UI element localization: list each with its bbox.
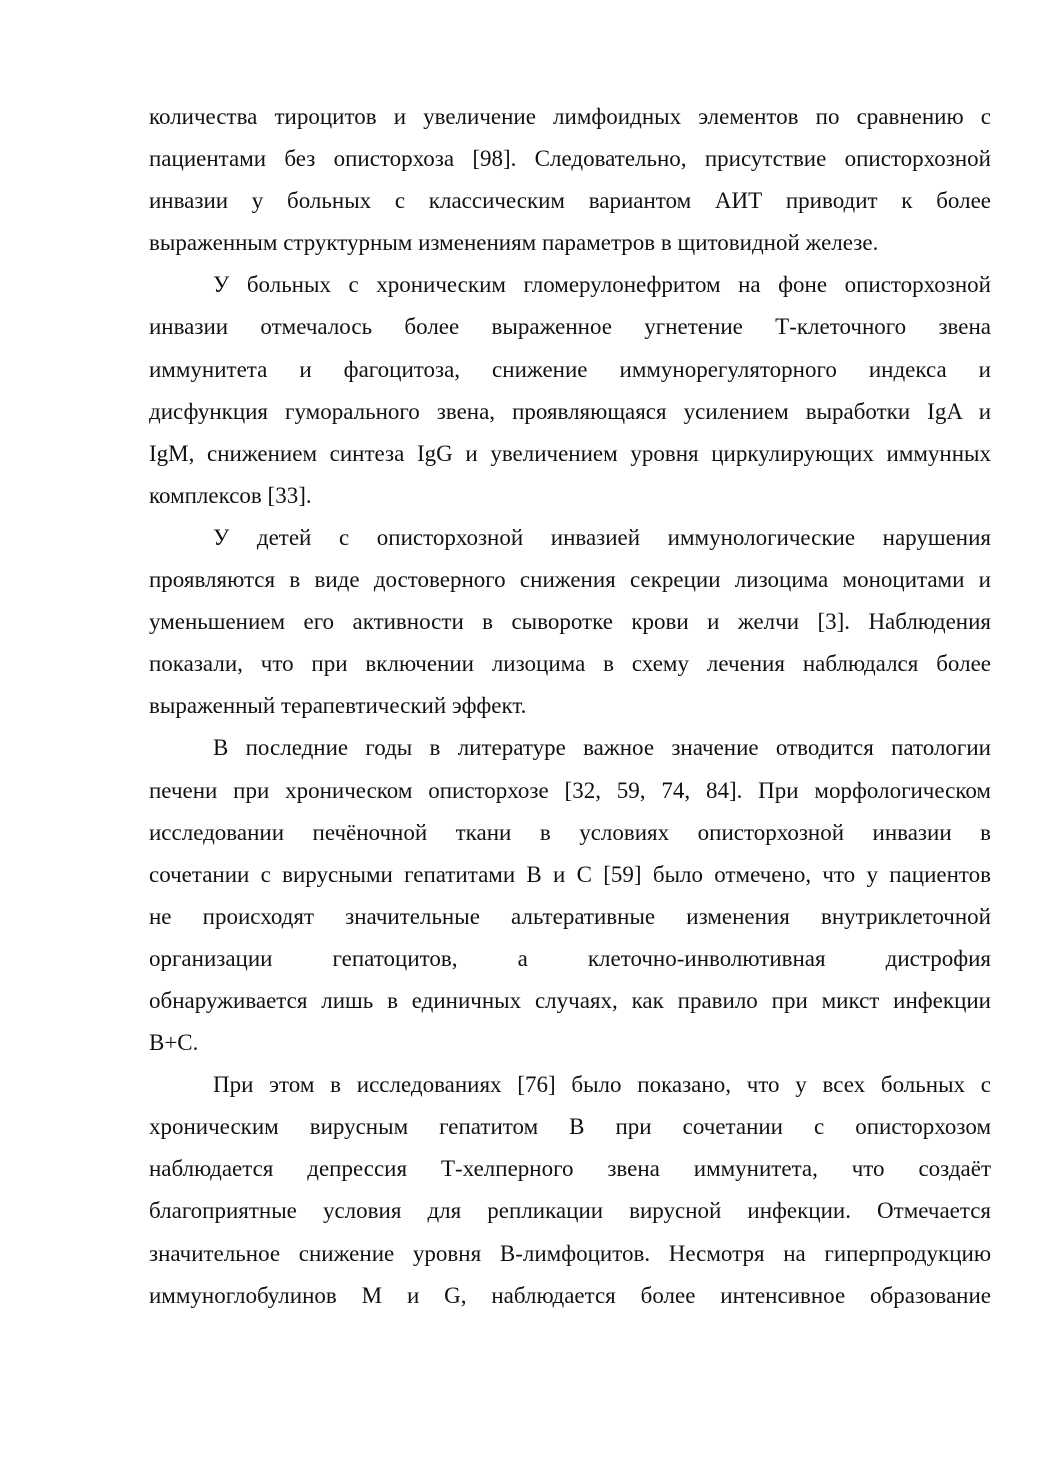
- text-line: иммунитета и фагоцитоза, снижение иммунорегуляторного индекса и: [149, 356, 991, 382]
- text-line: значительное снижение уровня B-лимфоцитов. Несмотря на гиперпродукцию: [149, 1240, 991, 1266]
- text-line: пациентами без описторхоза [98]. Следовательно, присутствие описторхозной: [149, 146, 991, 172]
- text-line: У больных с хроническим гломерулонефритом на фоне описторхозной: [213, 272, 991, 298]
- text-line: не происходят значительные альтеративные изменения внутриклеточной: [149, 903, 991, 929]
- document-page: [149, 96, 991, 1317]
- text-line: организации гепатоцитов, а клеточно-инволютивная дистрофия: [149, 945, 991, 971]
- text-line: инвазии у больных с классическим вариантом АИТ приводит к более: [149, 188, 991, 214]
- text-line: В последние годы в литературе важное значение отводится патологии: [213, 735, 991, 761]
- text-line: При этом в исследованиях [76] было показано, что у всех больных с: [213, 1072, 991, 1098]
- text-line: инвазии отмечалось более выраженное угнетение Т-клеточного звена: [149, 314, 991, 340]
- text-line: наблюдается депрессия Т-хелперного звена иммунитета, что создаёт: [149, 1156, 991, 1182]
- text-line: сочетании с вирусными гепатитами B и C [59] было отмечено, что у пациентов: [149, 861, 991, 887]
- text-line: хроническим вирусным гепатитом B при сочетании с описторхозом: [149, 1114, 991, 1140]
- text-line: исследовании печёночной ткани в условиях описторхозной инвазии в: [149, 819, 991, 845]
- text-line: комплексов [33].: [149, 482, 312, 508]
- text-line: дисфункция гуморального звена, проявляющаяся усилением выработки IgA и: [149, 398, 991, 424]
- text-line: обнаруживается лишь в единичных случаях, как правило при микст инфекции: [149, 987, 991, 1013]
- text-line: B+C.: [149, 1030, 199, 1056]
- text-line: печени при хроническом описторхозе [32, 59, 74, 84]. При морфологическом: [149, 777, 991, 803]
- text-line: выраженным структурным изменениям параметров в щитовидной железе.: [149, 230, 879, 256]
- text-line: У детей с описторхозной инвазией иммунологические нарушения: [213, 524, 991, 550]
- text-line: количества тироцитов и увеличение лимфоидных элементов по сравнению с: [149, 104, 991, 129]
- text-line: благоприятные условия для репликации вирусной инфекции. Отмечается: [149, 1198, 991, 1224]
- text-line: уменьшением его активности в сыворотке крови и желчи [3]. Наблюдения: [149, 609, 991, 635]
- text-line: выраженный терапевтический эффект.: [149, 693, 527, 719]
- text-line: показали, что при включении лизоцима в схему лечения наблюдался более: [149, 651, 991, 677]
- text-line: иммуноглобулинов M и G, наблюдается более интенсивное образование: [149, 1282, 991, 1308]
- text-line: IgM, снижением синтеза IgG и увеличением уровня циркулирующих иммунных: [149, 440, 991, 466]
- text-line: проявляются в виде достоверного снижения секреции лизоцима моноцитами и: [149, 567, 991, 593]
